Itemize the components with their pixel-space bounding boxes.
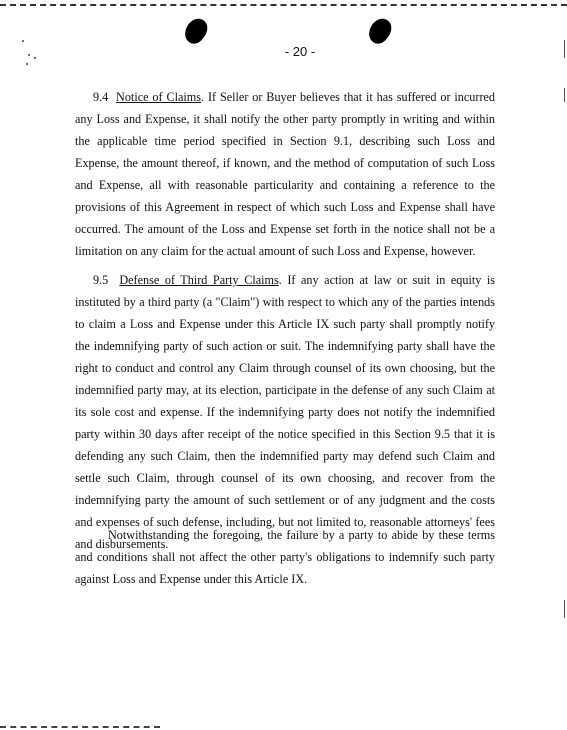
scan-border-bottom — [0, 726, 160, 728]
page-number: - 20 - — [284, 44, 316, 59]
section-9-5-body: . If any action at law or suit in equity is instituted by a third party (a "Claim") with respect to which any of the parties intends to claim a Loss and Expense under this Article IX such party shall promptly notify the indemnifying party of such action or suit. The indemnifying party shall have the right to conduct and control any Claim through counsel of its own choosing, but the indemnified party may, at its election, participate in the defense of any such Claim at its sole cost and expense. If the indemnifying party does not notify the indemnified party within 30 days after receipt of the notice specified in this Section 9.5 that it is defending any such Claim, then the indemnified party may defend such Claim and settle such Claim, through counsel of its own choosing, and recover from the indemnifying party the amount of such settlement or of any judgment and the costs and expenses of such defense, including, but not limited to, reasonable attorneys' fees and disbursements. — [75, 273, 496, 551]
section-9-4-number: 9.4 — [93, 90, 109, 104]
scan-border-top — [0, 4, 567, 6]
section-9-4-paragraph — [75, 86, 495, 262]
scan-edge-mark — [564, 600, 565, 618]
punch-hole-right — [364, 15, 395, 48]
section-9-5-heading: Defense of Third Party Claims — [119, 273, 279, 287]
section-9-4-body: . If Seller or Buyer believes that it has suffered or incurred any Loss and Expense, it shall notify the other party promptly in writing and within the applicable time period specified in Section 9.1, describing such Loss and Expense, the amount thereof, if known, and the method of computation of such Loss and Expense, all with reasonable particularity and containing a reference to the provisions of this Agreement in respect of which such Loss and Expense shall have occurred. The amount of the Loss and Expense set forth in the notice shall not be a limitation on any claim for the actual amount of such Loss and Expense, however. — [75, 90, 496, 258]
scan-edge-mark — [564, 88, 565, 102]
notwithstanding-body: Notwithstanding the foregoing, the failure by a party to abide by these terms and conditions shall not affect the other party's obligations to indemnify such party against Loss and Expense under this Article IX. — [75, 528, 495, 586]
section-9-5-number: 9.5 — [93, 273, 109, 287]
scan-speck — [26, 63, 28, 65]
notwithstanding-paragraph — [75, 524, 495, 590]
section-9-5-paragraph — [75, 269, 495, 555]
scan-speck — [22, 40, 24, 42]
punch-hole-left — [180, 15, 211, 48]
section-9-4-heading: Notice of Claims — [116, 90, 201, 104]
